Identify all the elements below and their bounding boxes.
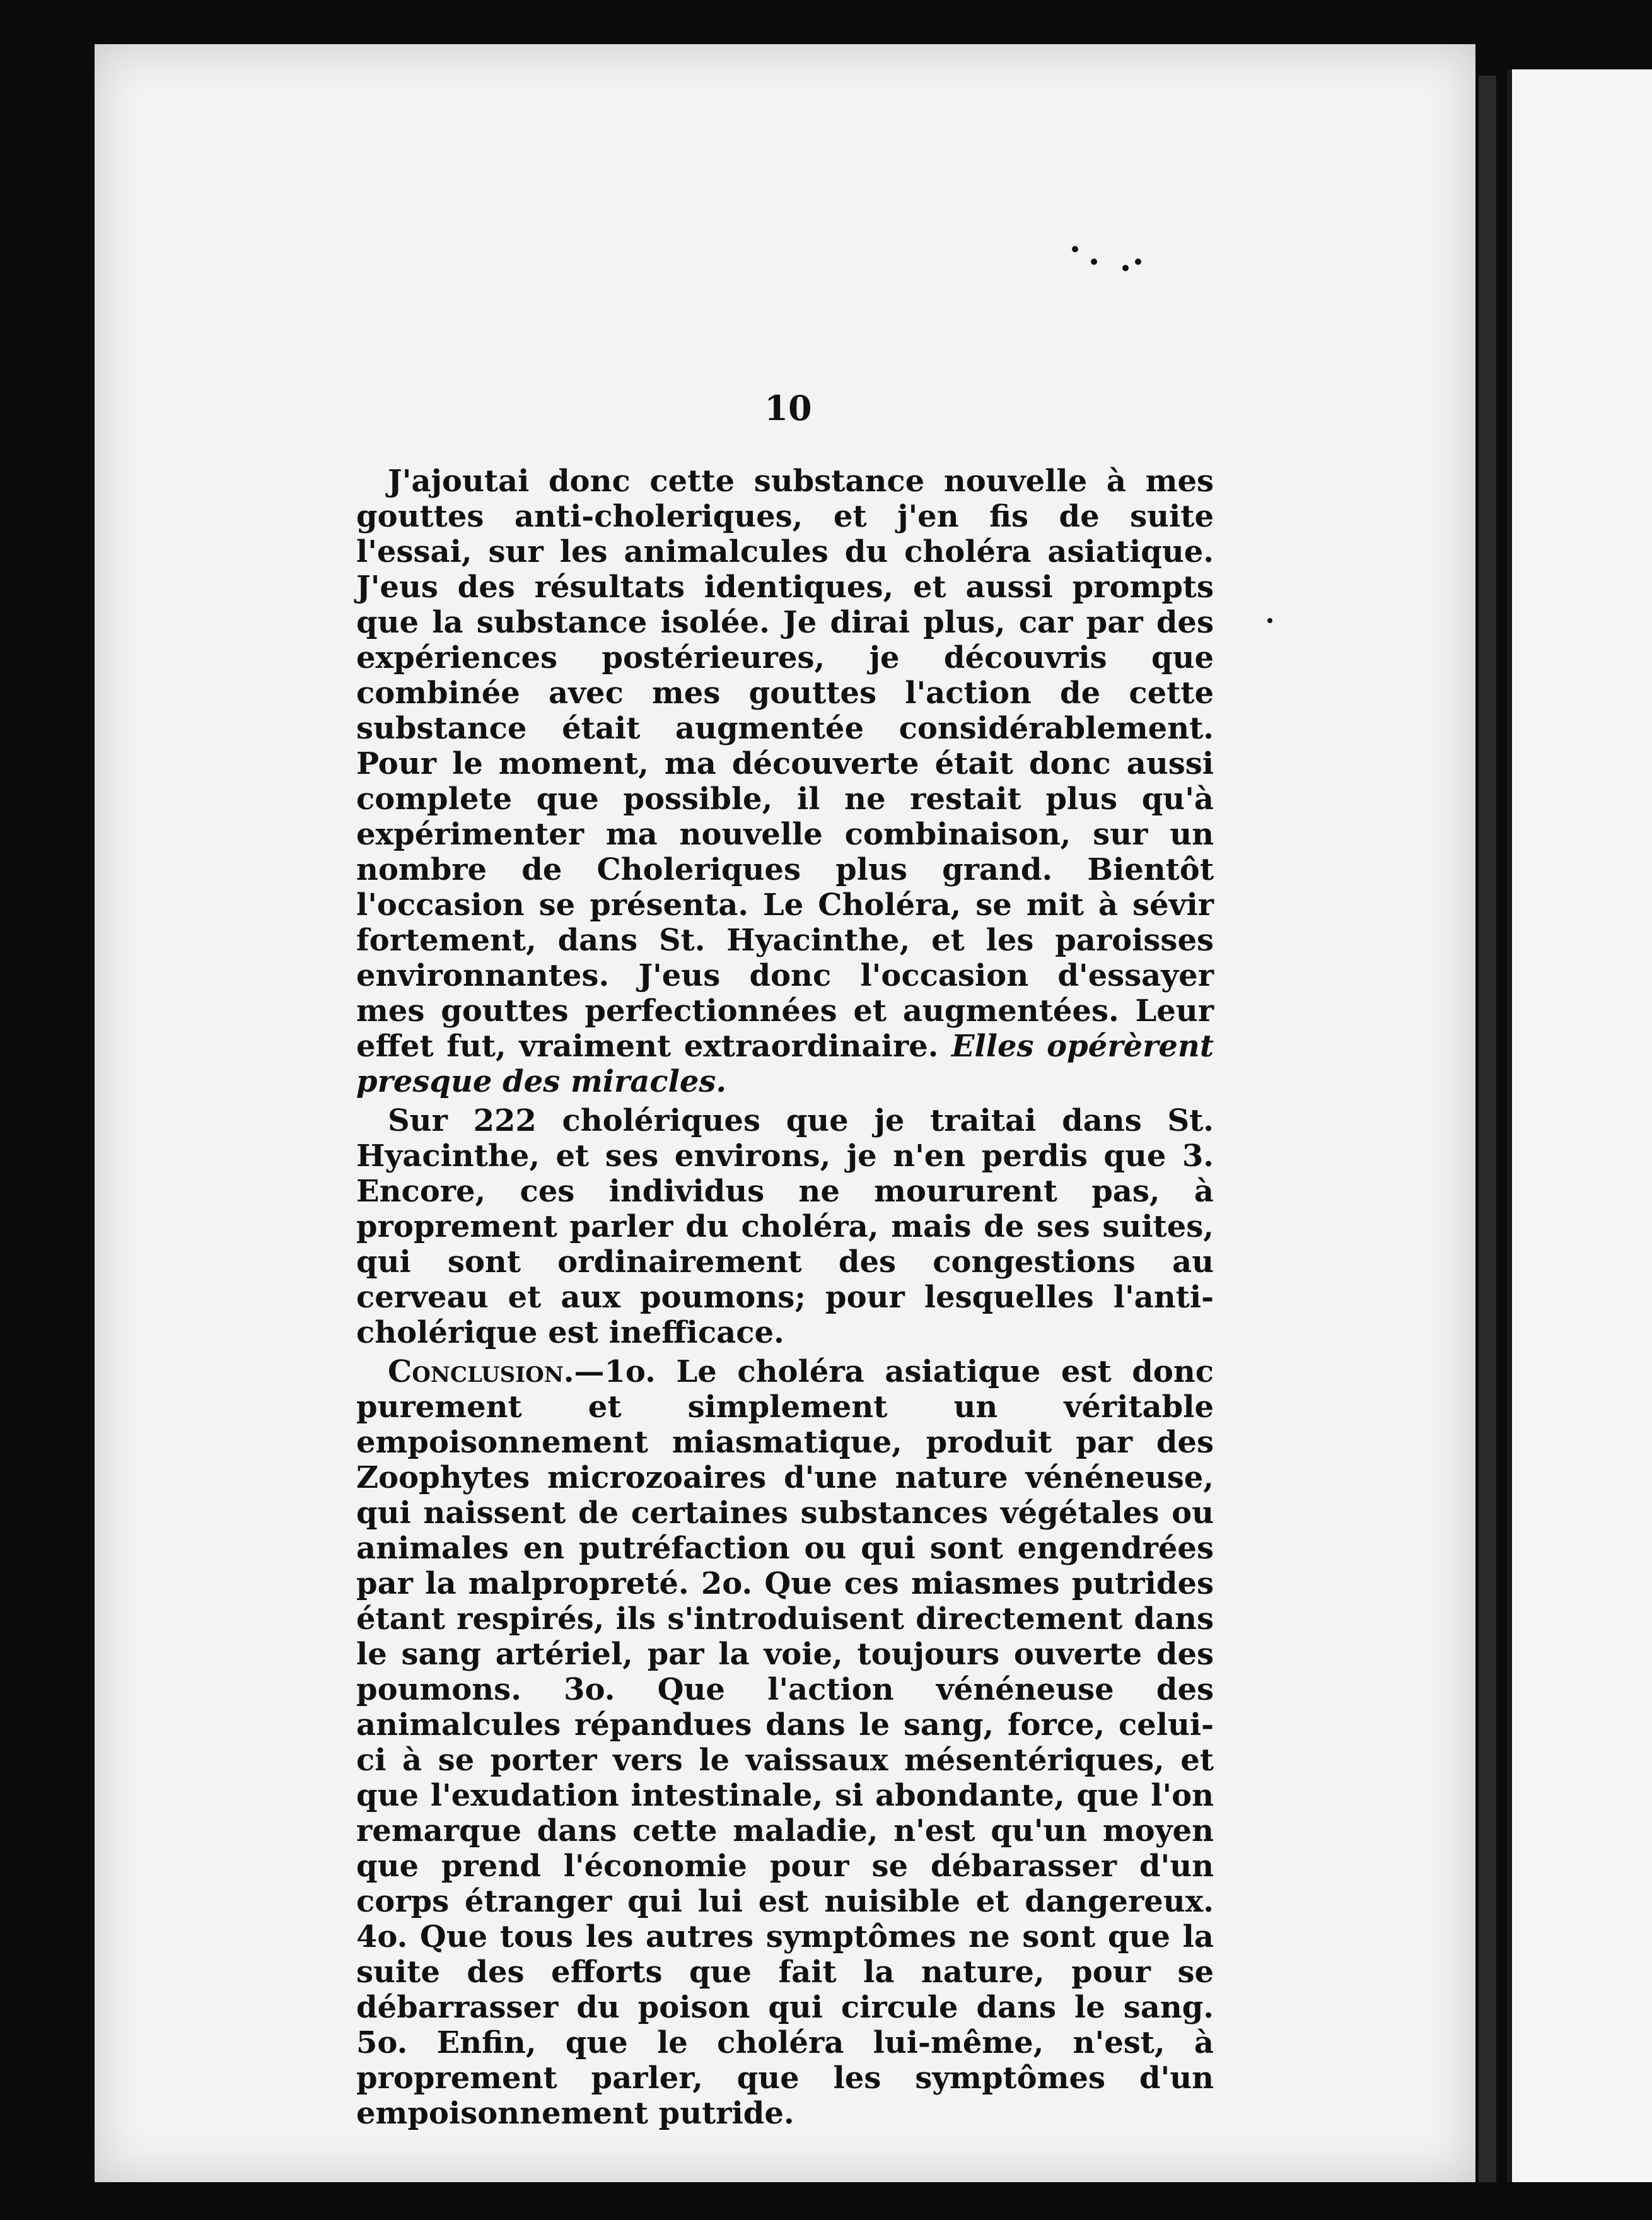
page-edge-shadow [1479, 76, 1496, 2182]
ink-speck [1122, 265, 1129, 271]
ink-speck [1267, 618, 1272, 623]
body-text [356, 464, 1214, 2131]
paragraph-1 [356, 464, 1214, 1099]
page-number: 10 [764, 388, 812, 428]
paragraph-2: Sur 222 cholériques que je traitai dans St. Hyacinthe, et ses environs, je n'en perdis que 3. Encore, ces individus ne moururent pas, à proprement parler du choléra, mais de ses suites, qui sont ordinairement des congestions au cerveau et aux poumons; pour lesquelles l'anti-cholérique est inefficace. [356, 1103, 1214, 1350]
ink-speck [1091, 259, 1097, 265]
ink-speck [1072, 246, 1078, 252]
paragraph-1-text: J'ajoutai donc cette substance nouvelle à mes gouttes anti-choleriques, et j'en fis de suite l'essai, sur les animalcules du choléra asiatique. J'eus des résultats identiques, et aussi prompts que la substance isolée. Je dirai plus, car par des expériences postérieures, je découvris que combinée avec mes gouttes l'action de cette substance était augmentée considérablement. Pour le moment, ma découverte était donc aussi complete que possible, il ne restait plus qu'à expérimenter ma nouvelle combinaison, sur un nombre de Choleriques plus grand. Bientôt l'occasion se présenta. Le Choléra, se mit à sévir fortement, dans St. Hyacinthe, et les paroisses environnantes. J'eus donc l'occasion d'essayer mes gouttes perfectionnées et augmentées. Leur effet fut, vraiment extraordinaire. [356, 464, 1214, 1064]
conclusion-heading: Conclusion. [388, 1354, 574, 1389]
paragraph-1-italic: Elles opérèrent presque des miracles. [356, 1029, 1214, 1099]
paragraph-3-text: —1o. Le choléra asiatique est donc purement et simplement un véritable empoisonnement miasmatique, produit par des Zoophytes microzoaires d'une nature vénéneuse, qui naissent de certaines substances végétales ou animales en putréfaction ou qui sont engendrées par la malpropreté. 2o. Que ces miasmes putrides étant respirés, ils s'introduisent directement dans le sang artériel, par la voie, toujours ouverte des poumons. 3o. Que l'action vénéneuse des animalcules répandues dans le sang, force, celui-ci à se porter vers le vaissaux mésentériques, et que l'exudation intestinale, si abondante, que l'on remarque dans cette maladie, n'est qu'un moyen que prend l'économie pour se débarasser d'un corps étranger qui lui est nuisible et dangereux. 4o. Que tous les autres symptômes ne sont que la suite des efforts que fait la nature, pour se débarrasser du poison qui circule dans le sang. 5o. Enfin, que le choléra lui-même, n'est, à proprement parler, que les symptômes d'un empoisonnement putride. [356, 1354, 1214, 2131]
adjacent-page-edge [1507, 69, 1652, 2182]
ink-speck [1135, 259, 1141, 265]
paragraph-3 [356, 1354, 1214, 2131]
